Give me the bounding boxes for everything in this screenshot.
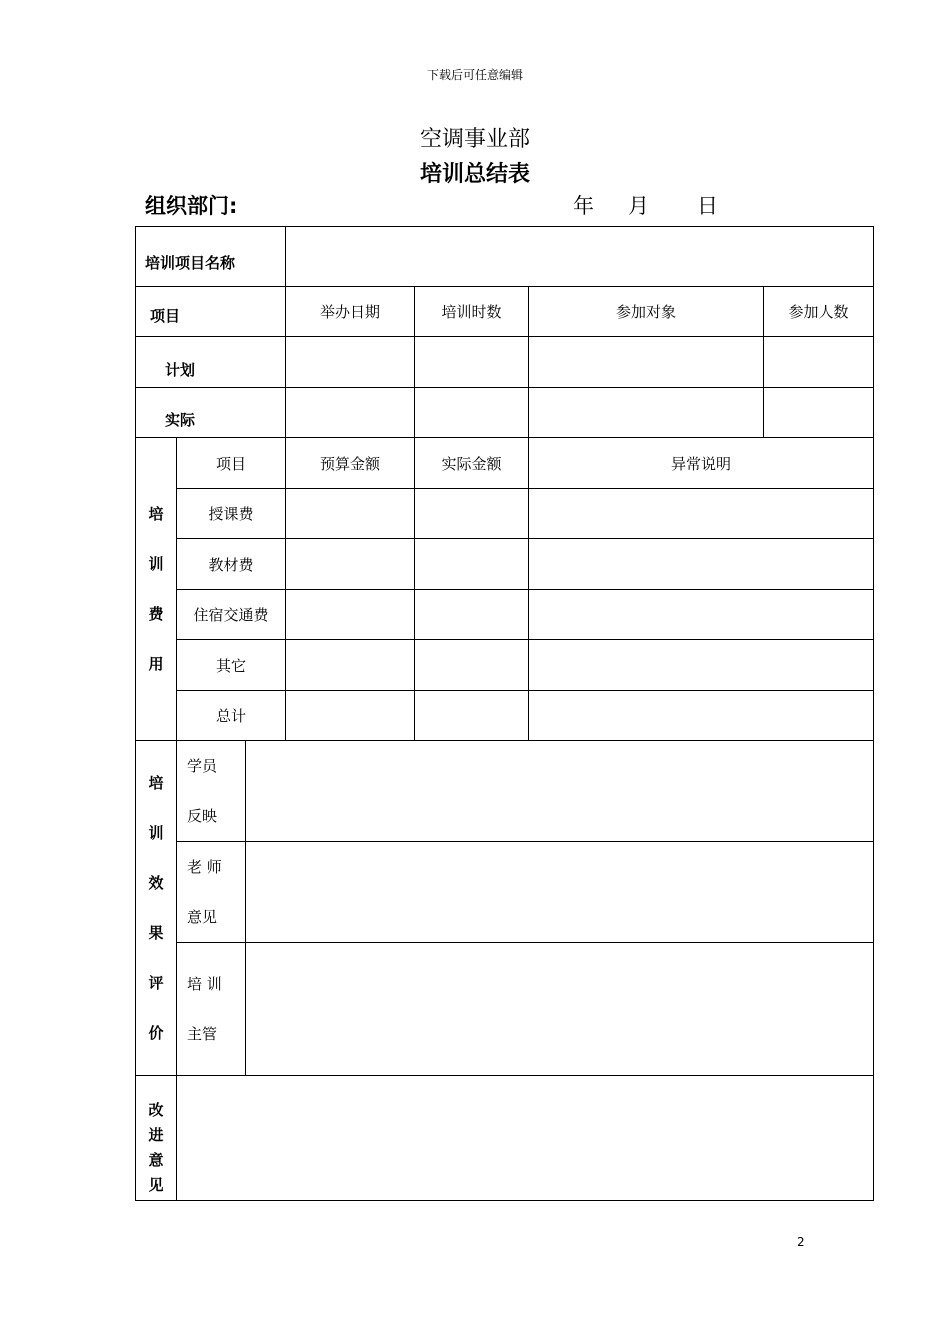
cost-budget-total-cell[interactable] xyxy=(286,691,415,741)
cost-total-label: 总计 xyxy=(177,691,286,741)
col-participants-header: 参加对象 xyxy=(529,287,764,337)
page-number: 2 xyxy=(797,1235,805,1249)
cost-actual-cell[interactable] xyxy=(415,539,529,590)
plan-label: 计划 xyxy=(136,337,286,388)
improvement-section-label: 改 进 意 见 xyxy=(136,1076,177,1201)
item-label: 项目 xyxy=(136,287,286,337)
cost-note-header: 异常说明 xyxy=(529,438,874,489)
plan-date-cell[interactable] xyxy=(286,337,415,388)
date-day-label: 日 xyxy=(697,194,718,218)
department-title: 空调事业部 xyxy=(419,127,530,152)
cost-actual-cell[interactable] xyxy=(415,640,529,691)
header-note: 下载后可任意编辑 xyxy=(426,68,523,82)
actual-hours-cell[interactable] xyxy=(415,388,529,438)
cost-budget-cell[interactable] xyxy=(286,489,415,539)
cost-actual-cell[interactable] xyxy=(415,489,529,539)
cost-note-cell[interactable] xyxy=(529,489,874,539)
date-year-label: 年 xyxy=(573,194,594,218)
training-supervisor-field[interactable] xyxy=(246,943,874,1076)
date-month-label: 月 xyxy=(628,194,649,218)
cost-budget-cell[interactable] xyxy=(286,590,415,640)
plan-hours-cell[interactable] xyxy=(415,337,529,388)
evaluation-section-label: 培 训 效 果 评 价 xyxy=(136,741,177,1076)
col-hours-header: 培训时数 xyxy=(415,287,529,337)
training-supervisor-label: 培 训 主管 xyxy=(177,943,246,1076)
cost-item-label: 教材费 xyxy=(177,539,286,590)
cost-note-cell[interactable] xyxy=(529,640,874,691)
cost-budget-cell[interactable] xyxy=(286,539,415,590)
cost-item-label: 其它 xyxy=(177,640,286,691)
cost-item-header: 项目 xyxy=(177,438,286,489)
actual-participants-cell[interactable] xyxy=(529,388,764,438)
cost-actual-header: 实际金额 xyxy=(415,438,529,489)
cost-budget-cell[interactable] xyxy=(286,640,415,691)
student-feedback-field[interactable] xyxy=(246,741,874,842)
cost-actual-cell[interactable] xyxy=(415,590,529,640)
training-summary-table xyxy=(135,226,874,1201)
cost-item-label: 授课费 xyxy=(177,489,286,539)
actual-label: 实际 xyxy=(136,388,286,438)
plan-participants-cell[interactable] xyxy=(529,337,764,388)
cost-item-label: 住宿交通费 xyxy=(177,590,286,640)
project-name-label: 培训项目名称 xyxy=(136,227,286,287)
teacher-opinion-label: 老 师 意见 xyxy=(177,842,246,943)
cost-note-total-cell[interactable] xyxy=(529,691,874,741)
cost-budget-header: 预算金额 xyxy=(286,438,415,489)
project-name-field[interactable] xyxy=(286,227,874,287)
teacher-opinion-field[interactable] xyxy=(246,842,874,943)
actual-date-cell[interactable] xyxy=(286,388,415,438)
plan-count-cell[interactable] xyxy=(764,337,874,388)
cost-note-cell[interactable] xyxy=(529,539,874,590)
student-feedback-label: 学员 反映 xyxy=(177,741,246,842)
cost-note-cell[interactable] xyxy=(529,590,874,640)
cost-section-label: 培 训 费 用 xyxy=(136,438,177,741)
col-count-header: 参加人数 xyxy=(764,287,874,337)
actual-count-cell[interactable] xyxy=(764,388,874,438)
improvement-field[interactable] xyxy=(177,1076,874,1201)
form-title: 培训总结表 xyxy=(419,162,530,187)
cost-actual-total-cell[interactable] xyxy=(415,691,529,741)
org-label: 组织部门: xyxy=(145,194,238,218)
col-date-header: 举办日期 xyxy=(286,287,415,337)
